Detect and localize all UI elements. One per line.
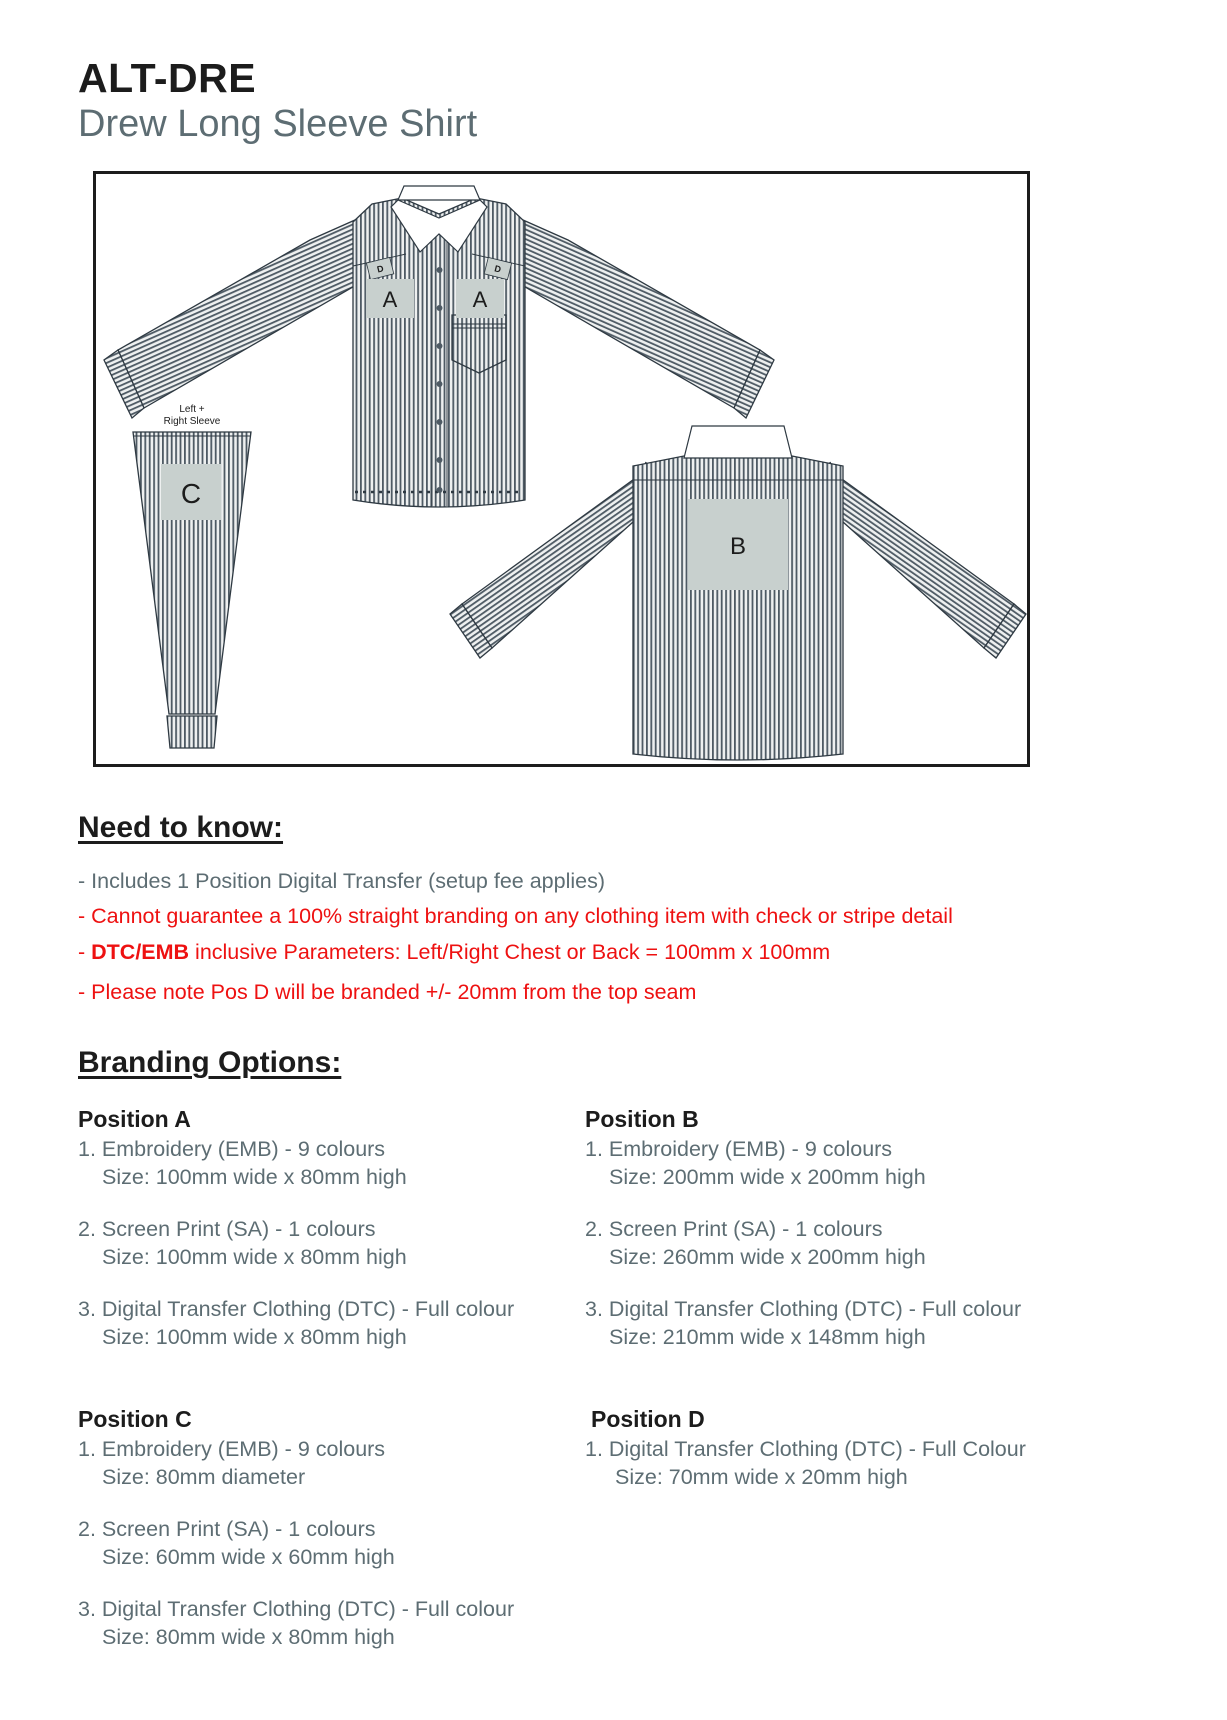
position-c-title: Position C (78, 1406, 192, 1433)
position-d-title: Position D (591, 1406, 705, 1433)
position-d-left-label: D (375, 263, 385, 275)
position-c-label: C (180, 477, 202, 509)
product-code-title: ALT-DRE (78, 55, 257, 101)
position-b-box (688, 499, 788, 590)
sleeve-piece (133, 404, 251, 748)
position-c-block (78, 1406, 585, 1676)
position-d-right-label: D (493, 263, 503, 275)
back-collar (684, 426, 792, 458)
product-name-subtitle: Drew Long Sleeve Shirt (78, 103, 478, 146)
position-c-item-1: 1. Embroidery (EMB) - 9 colours Size: 80mm diameter (78, 1437, 386, 1489)
ntk-item-2: - Cannot guarantee a 100% straight branding on any clothing item with check or stripe detail (78, 904, 953, 929)
sleeve-caption-line1: Left + (179, 403, 205, 415)
position-b-item-3: 3. Digital Transfer Clothing (DTC) - Full colour Size: 210mm wide x 148mm high (585, 1297, 1022, 1349)
front-left-sleeve (118, 220, 358, 408)
position-c-item-2: 2. Screen Print (SA) - 1 colours Size: 60mm wide x 60mm high (78, 1517, 395, 1569)
front-collar-band (398, 186, 480, 200)
garment-diagram-box (93, 171, 1030, 767)
position-c-item-3: 3. Digital Transfer Clothing (DTC) - Full colour Size: 80mm wide x 80mm high (78, 1597, 515, 1649)
position-b-label: B (729, 532, 747, 560)
position-a-right-box (456, 279, 504, 318)
position-a-right-label: A (472, 286, 488, 312)
branding-options-grid (78, 1106, 1157, 1676)
garment-diagram (96, 174, 1027, 764)
ntk-item-4: - Please note Pos D will be branded +/- 20mm from the top seam (78, 979, 697, 1004)
need-to-know-heading: Need to know: (78, 810, 284, 844)
position-a-title: Position A (78, 1106, 191, 1133)
ntk-item-1: - Includes 1 Position Digital Transfer (setup fee applies) (78, 868, 606, 893)
position-a-left-box (366, 279, 414, 318)
position-d-block (585, 1406, 1157, 1676)
ntk-item-3: - DTC/EMB inclusive Parameters: Left/Right Chest or Back = 100mm x 100mm (78, 939, 831, 964)
position-b-item-1: 1. Embroidery (EMB) - 9 colours Size: 200mm wide x 200mm high (585, 1137, 926, 1189)
front-right-sleeve (520, 220, 760, 408)
sleeve-cuff (167, 716, 217, 748)
back-right-sleeve (830, 462, 1014, 648)
position-b-item-2: 2. Screen Print (SA) - 1 colours Size: 260mm wide x 200mm high (585, 1217, 926, 1269)
position-c-box (161, 464, 221, 520)
branding-options-heading: Branding Options: (78, 1046, 342, 1080)
need-to-know-list (78, 867, 1157, 1007)
position-a-left-label: A (382, 286, 398, 312)
position-b-title: Position B (585, 1106, 699, 1133)
position-a-item-2: 2. Screen Print (SA) - 1 colours Size: 100mm wide x 80mm high (78, 1217, 407, 1269)
sleeve-caption-line2: Right Sleeve (163, 415, 221, 427)
shirt-back-view (450, 426, 1026, 760)
position-a-item-1: 1. Embroidery (EMB) - 9 colours Size: 100mm wide x 80mm high (78, 1137, 407, 1189)
position-b-block (585, 1106, 1157, 1376)
position-a-block (78, 1106, 585, 1376)
position-a-item-3: 3. Digital Transfer Clothing (DTC) - Full colour Size: 100mm wide x 80mm high (78, 1297, 515, 1349)
position-d-item-1: 1. Digital Transfer Clothing (DTC) - Full Colour Size: 70mm wide x 20mm high (585, 1437, 1026, 1489)
